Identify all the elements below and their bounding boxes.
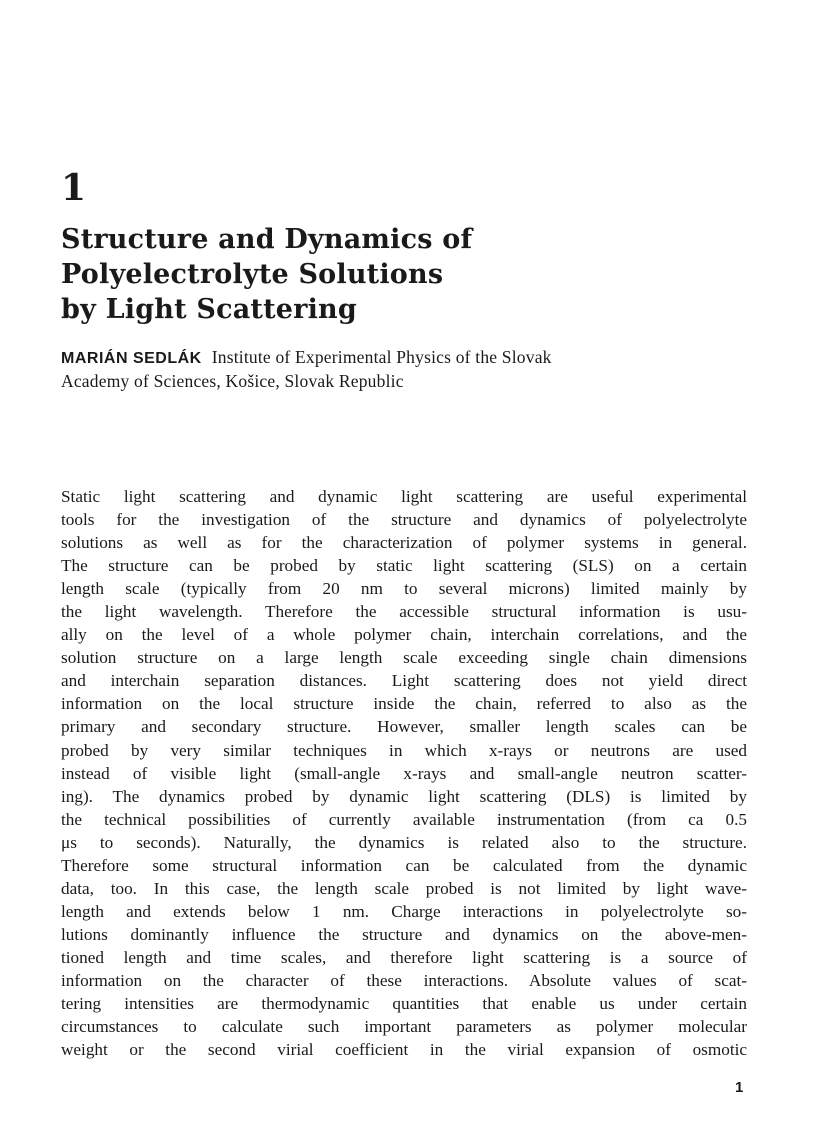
- chapter-title: [61, 222, 701, 327]
- body-line: Therefore some structural information can be calculated from the dynamic: [61, 855, 747, 875]
- chapter-title-line: Polyelectrolyte Solutions: [61, 259, 444, 290]
- chapter-number: 1: [61, 167, 87, 209]
- body-line: instead of visible light (small-angle x-rays and small-angle neutron scatter-: [61, 763, 747, 783]
- body-line: The structure can be probed by static light scattering (SLS) on a certain: [61, 556, 747, 576]
- page-number: 1: [735, 1079, 744, 1096]
- body-line: the technical possibilities of currently available instrumentation (from ca 0.5: [61, 809, 747, 829]
- body-line: information on the local structure inside the chain, referred to also as the: [61, 694, 747, 714]
- body-line: primary and secondary structure. However, smaller length scales can be: [61, 717, 747, 737]
- body-line: ing). The dynamics probed by dynamic light scattering (DLS) is limited by: [61, 786, 747, 806]
- body-line: length and extends below 1 nm. Charge interactions in polyelectrolyte so-: [61, 901, 747, 921]
- body-line: data, too. In this case, the length scale probed is not limited by light wave-: [61, 878, 747, 898]
- chapter-title-line: Structure and Dynamics of: [61, 224, 473, 255]
- author-affiliation-block: [61, 346, 751, 393]
- body-line: solutions as well as for the characterization of polymer systems in general.: [61, 533, 747, 553]
- body-paragraph: [61, 485, 747, 1061]
- body-line: μs to seconds). Naturally, the dynamics is related also to the structure.: [61, 832, 747, 852]
- body-line: lutions dominantly influence the structure and dynamics on the above-men-: [61, 924, 747, 944]
- body-line: tioned length and time scales, and therefore light scattering is a source of: [61, 947, 747, 967]
- affiliation-line-2: Academy of Sciences, Košice, Slovak Republic: [61, 371, 404, 391]
- body-line: information on the character of these interactions. Absolute values of scat-: [61, 970, 747, 990]
- chapter-title-line: by Light Scattering: [61, 294, 357, 325]
- body-line: length scale (typically from 20 nm to several microns) limited mainly by: [61, 579, 747, 599]
- body-line: Static light scattering and dynamic light scattering are useful experimental: [61, 487, 747, 506]
- body-line: probed by very similar techniques in which x-rays or neutrons are used: [61, 740, 747, 760]
- author-name: MARIÁN SEDLÁK: [61, 350, 202, 367]
- body-line: solution structure on a large length scale exceeding single chain dimensions: [61, 648, 747, 668]
- body-line: circumstances to calculate such important parameters as polymer molecular: [61, 1017, 747, 1037]
- body-line: weight or the second virial coefficient in the virial expansion of osmotic: [61, 1040, 747, 1060]
- body-line: the light wavelength. Therefore the accessible structural information is usu-: [61, 602, 747, 622]
- body-line: tools for the investigation of the structure and dynamics of polyelectrolyte: [61, 510, 747, 530]
- affiliation-line-1: Institute of Experimental Physics of the Slovak: [211, 347, 552, 367]
- body-line: tering intensities are thermodynamic quantities that enable us under certain: [61, 994, 747, 1014]
- body-line: and interchain separation distances. Light scattering does not yield direct: [61, 671, 747, 691]
- body-line: ally on the level of a whole polymer chain, interchain correlations, and the: [61, 625, 747, 645]
